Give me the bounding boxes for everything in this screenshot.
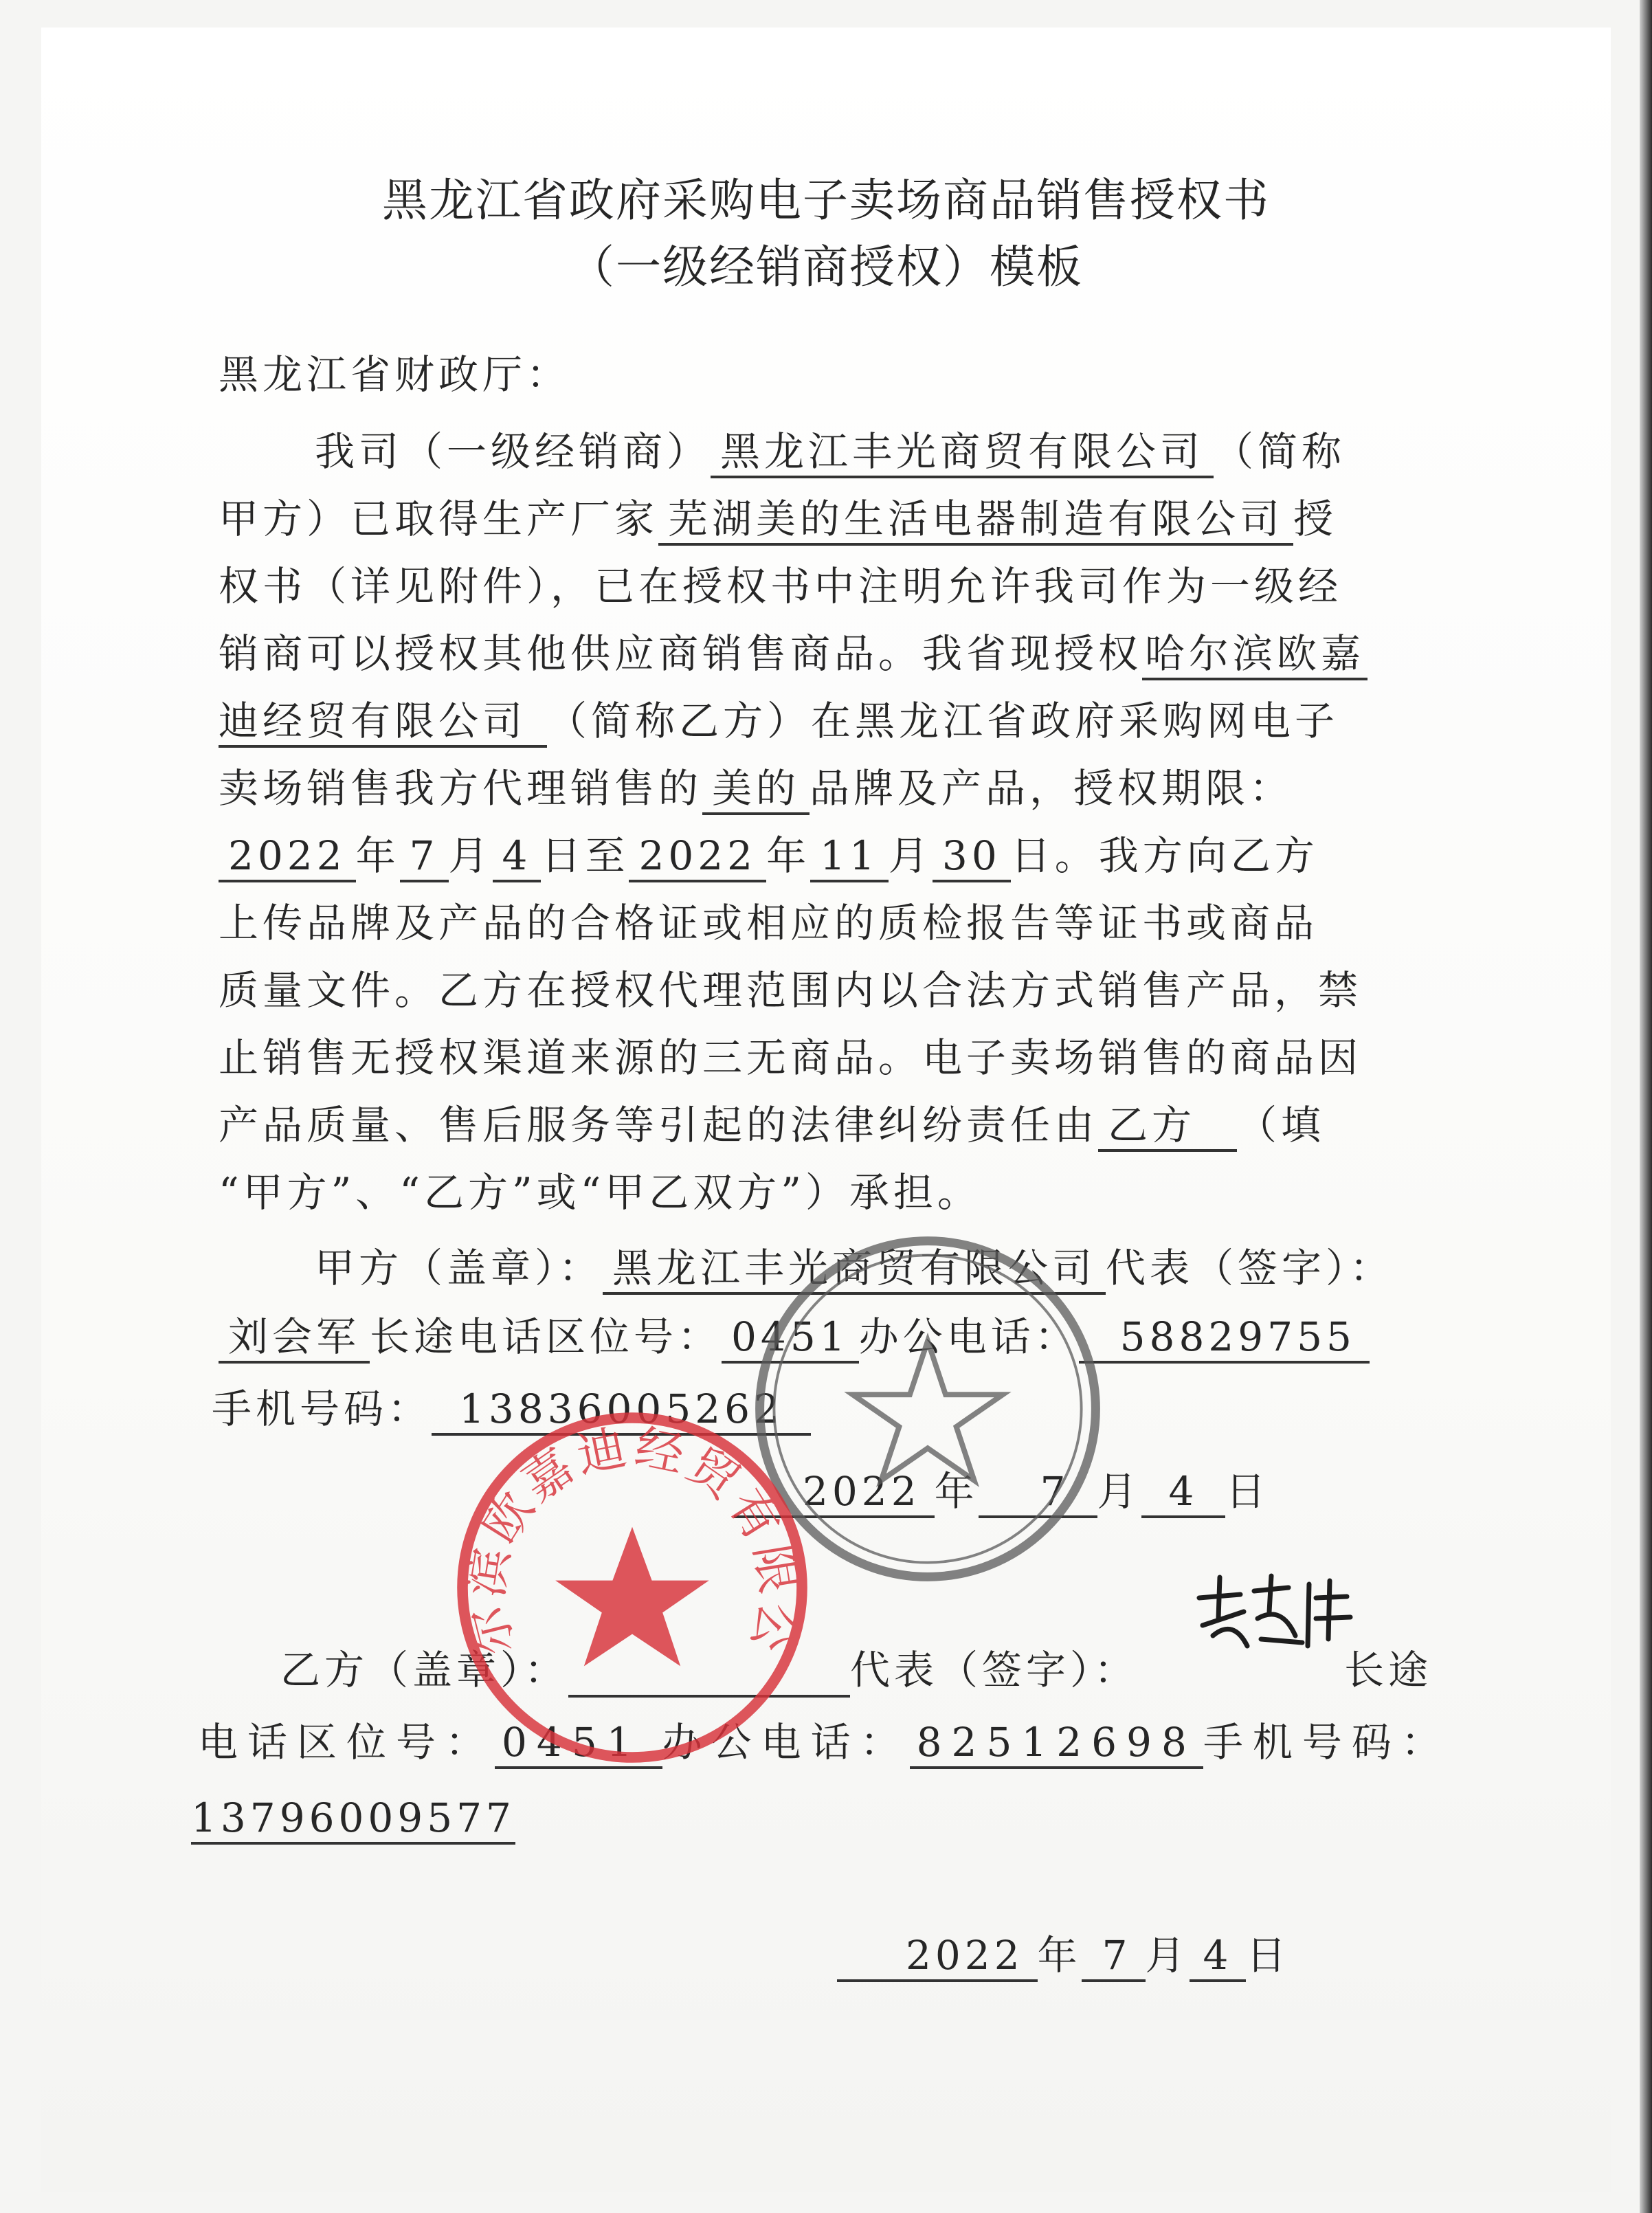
body-line-1: 我司（一级经销商） 黑龙江丰光商贸有限公司 （简称 (315, 424, 1346, 479)
authorized-name-part1: 哈尔滨欧嘉 (1142, 630, 1368, 680)
body-line-4: 销商可以授权其他供应商销售商品。我省现授权哈尔滨欧嘉 (219, 626, 1368, 681)
party-b-line-3 (191, 1790, 515, 1845)
body-line-10: 止销售无授权渠道来源的三无商品。电子卖场销售的商品因 (219, 1034, 1363, 1081)
party-b-line-2: 电话区位号： 0451 办公电话： 82512698 手机号码： (198, 1715, 1451, 1770)
party-b-office-phone: 82512698 (910, 1718, 1203, 1769)
party-a-representative: 刘会军 (219, 1313, 370, 1364)
page-edge-shadow (1640, 0, 1652, 2213)
brand-name: 美的 (702, 764, 810, 815)
party-b-area-code: 0451 (495, 1718, 662, 1769)
party-a-area-code: 0451 (722, 1313, 859, 1364)
party-a-line-1: 甲方（盖章）： 黑龙江丰光商贸有限公司 代表（签字）： (315, 1241, 1394, 1295)
body-line-3: 权书（详见附件），已在授权书中注明允许我司作为一级经 (219, 563, 1343, 610)
document-title: 黑龙江省政府采购电子卖场商品销售授权书 (382, 174, 1270, 227)
party-b-date-day: 4 (1190, 1931, 1247, 1982)
body-line-12: “甲方”、“乙方”或“甲乙双方”）承担。 (219, 1169, 981, 1216)
party-a-date-day: 4 (1141, 1467, 1226, 1518)
body-line-9: 质量文件。乙方在授权代理范围内以合法方式销售产品，禁 (219, 967, 1363, 1014)
end-day: 30 (933, 832, 1011, 882)
start-day: 4 (493, 832, 542, 882)
party-a-date: 2022 年 7 月 4 日 (734, 1464, 1269, 1519)
body-line-5: 迪经贸有限公司 （简称乙方）在黑龙江省政府采购网电子 (219, 693, 1339, 748)
body-line-2: 甲方）已取得生产厂家 芜湖美的生活电器制造有限公司 授 (219, 491, 1337, 546)
party-b-company-seal (454, 1409, 811, 1766)
party-a-date-month: 7 (979, 1467, 1097, 1518)
body-line-6: 卖场销售我方代理销售的 美的 品牌及产品，授权期限： (219, 761, 1293, 816)
party-b-line-1: 乙方（盖章）： 代表（签字）： 长途 (280, 1643, 1432, 1698)
party-a-line-2: 刘会军 长途电话区位号： 0451 办公电话： 58829755 (219, 1309, 1370, 1364)
party-a-mobile: 13836005262 (432, 1385, 811, 1436)
body-line-7-period: 2022 年 7 月 4 日至 2022 年 11 月 30 日。我方向乙方 (219, 828, 1319, 883)
body-line-11: 产品质量、售后服务等引起的法律纠纷责任由 乙方 （填 (219, 1098, 1325, 1153)
party-b-seal-graphic (454, 1409, 811, 1766)
end-year: 2022 (629, 832, 766, 882)
party-a-seal-star-icon (853, 1341, 1003, 1480)
party-a-office-phone: 58829755 (1079, 1313, 1370, 1364)
start-year: 2022 (219, 832, 356, 882)
party-b-seal-text: 尔滨欧嘉迪经贸有限公 (457, 1419, 807, 1661)
end-month: 11 (810, 832, 889, 882)
party-b-date: 2022 年 7 月 4 日 (837, 1928, 1290, 1983)
document-subtitle: （一级经销商授权）模板 (569, 241, 1083, 293)
signature-graphic (1192, 1570, 1357, 1660)
manufacturer-name: 芜湖美的生活电器制造有限公司 (658, 495, 1293, 546)
dealer-name: 黑龙江丰光商贸有限公司 (711, 427, 1214, 478)
start-month: 7 (400, 832, 449, 882)
party-b-date-year: 2022 (837, 1931, 1038, 1982)
body-line-8: 上传品牌及产品的合格证或相应的质检报告等证书或商品 (219, 900, 1319, 946)
responsible-party: 乙方 (1098, 1101, 1237, 1152)
party-b-handwritten-signature (1192, 1570, 1357, 1660)
salutation: 黑龙江省财政厅： (219, 351, 571, 398)
authorized-name-part2: 迪经贸有限公司 (219, 697, 547, 748)
party-b-mobile: 13796009577 (191, 1794, 515, 1845)
party-a-line-3: 手机号码： 13836005262 (212, 1381, 811, 1436)
party-b-seal-star-icon (555, 1527, 709, 1667)
party-a-date-year: 2022 (734, 1467, 935, 1518)
party-a-name: 黑龙江丰光商贸有限公司 (603, 1244, 1106, 1295)
party-b-date-month: 7 (1082, 1931, 1146, 1982)
